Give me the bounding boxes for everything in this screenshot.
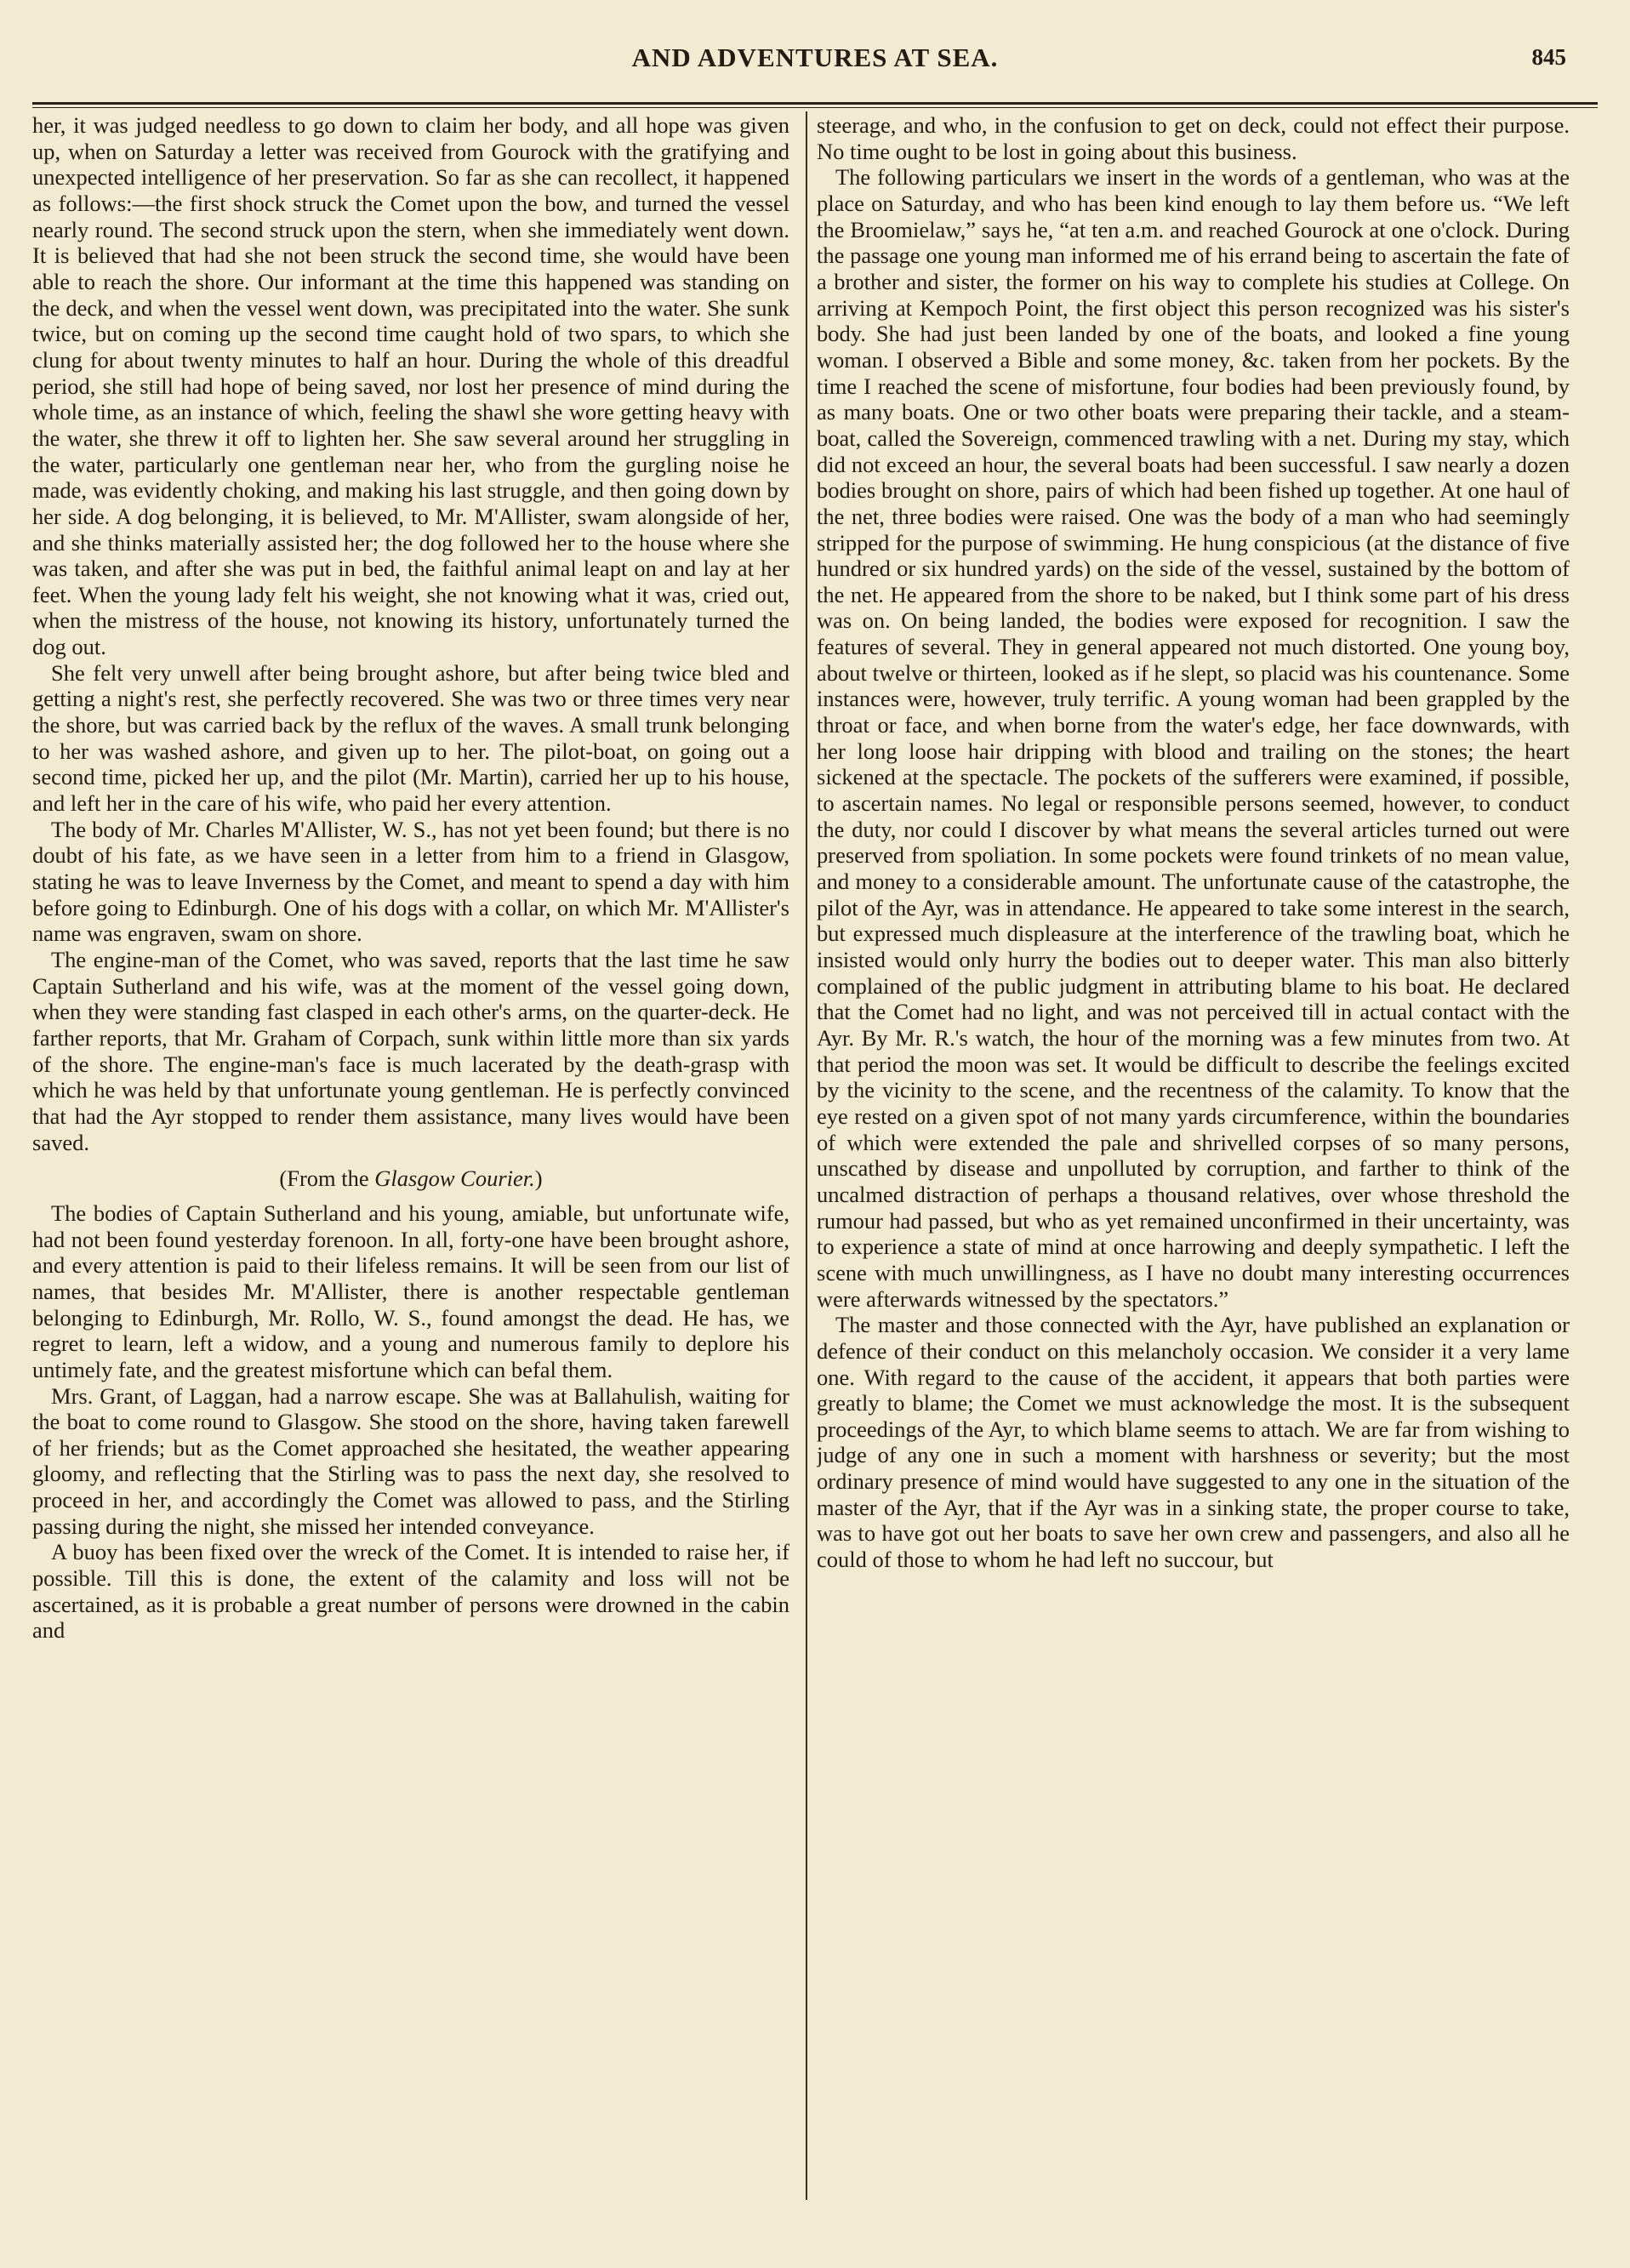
left-column	[32, 112, 789, 2188]
paragraph: Mrs. Grant, of Laggan, had a narrow escape. She was at Ballahulish, waiting for the boat to come round to Glasgow. She stood on the shore, having taken farewell of her friends; but as the Comet approached she hesitated, the weather appearing gloomy, and reflecting that the Stirling was to pass the next day, she resolved to proceed in her, and accordingly the Comet was allowed to pass, and the Stirling passing during the night, she missed her intended conveyance.	[32, 1382, 789, 1539]
source-publication: Glasgow Courier.	[374, 1165, 535, 1192]
source-suffix: )	[534, 1165, 543, 1192]
paragraph: The master and those connected with the Ayr, have published an explanation or defence of their conduct on this melancholy occasion. We consider it a very lame one. With regard to the cause of the accident, it appears that both parties were greatly to blame; the Comet we must acknowledge the most. It is the subsequent proceedings of the Ayr, to which blame seems to attach. We are far from wishing to judge of any one in such a moment with harshness or severity; but the most ordinary presence of mind would have suggested to any one in the situation of the master of the Ayr, that if the Ayr was in a sinking state, the proper course to take, was to have got out her boats to save her own crew and passengers, and also all he could of those to whom he had left no succour, but	[817, 1312, 1570, 1573]
header-rule-thin	[32, 107, 1598, 108]
running-title: AND ADVENTURES AT SEA.	[631, 43, 999, 72]
source-attribution	[32, 1165, 789, 1192]
page-number: 845	[1531, 44, 1566, 70]
paragraph: The engine-man of the Comet, who was saved, reports that the last time he saw Captain Sutherland and his wife, was at the moment of the vessel going down, when they were standing fast clasped in each other's arms, on the quarter-deck. He farther reports, that Mr. Graham of Corpach, sunk within little more than six yards of the shore. The engine-man's face is much lacerated by the death-grasp with which he was held by that unfortunate young gentleman. He is perfectly convinced that had the Ayr stopped to render them assistance, many lives would have been saved.	[32, 947, 789, 1155]
header-rule-thick	[32, 102, 1598, 105]
paragraph: She felt very unwell after being brought ashore, but after being twice bled and getting a night's rest, she perfectly recovered. She was two or three times very near the shore, but was carried back by the reflux of the waves. A small trunk belonging to her was washed ashore, and given up to her. The pilot-boat, on going out a second time, picked her up, and the pilot (Mr. Martin), carried her up to his house, and left her in the care of his wife, who paid her every attention.	[32, 659, 789, 817]
paragraph: The following particulars we insert in the words of a gentleman, who was at the place on Saturday, and who has been kind enough to lay them before us. “We left the Broomielaw,” says he, “at ten a.m. and reached Gourock at one o'clock. During the passage one young man informed me of his errand being to ascertain the fate of a brother and sister, the former on his way to complete his studies at College. On arriving at Kempoch Point, the first object this person recognized was his sister's body. She had just been landed by one of the boats, and looked a fine young woman. I observed a Bible and some money, &c. taken from her pockets. By the time I reached the scene of misfortune, four bodies had been previously found, by as many boats. One or two other boats were preparing their tackle, and a steam-boat, called the Sovereign, commenced trawling with a net. During my stay, which did not exceed an hour, the several boats had been successful. I saw nearly a dozen bodies brought on shore, pairs of which had been fished up together. At one haul of the net, three bodies were raised. One was the body of a man who had seemingly stripped for the purpose of swimming. He hung conspicious (at the distance of five hundred or six hundred yards) on the side of the vessel, sustained by the bottom of the net. He appeared from the shore to be naked, but I think some part of his dress was on. On being landed, the bodies were exposed for recognition. I saw the features of several. They in general appeared not much distorted. One young boy, about twelve or thirteen, looked as if he slept, so placid was his countenance. Some instances were, however, truly terrific. A young woman had been grappled by the throat or face, and when borne from the water's edge, her face downwards, with her long loose hair dripping with blood and trailing on the stones; the heart sickened at the spectacle. The pockets of the sufferers were examined, if possible, to ascertain names. No legal or responsible persons seemed, however, to conduct the duty, nor could I discover by what means the several articles turned out were preserved from spoliation. In some pockets were found trinkets of no mean value, and money to a considerable amount. The unfortunate cause of the catastrophe, the pilot of the Ayr, was in attendance. He appeared to take some interest in the search, but expressed much displeasure at the interference of the trawling boat, which he insisted would only hurry the bodies out to deeper water. This man also bitterly complained of the public judgment in attributing blame to his boat. He declared that the Comet had no light, and was not perceived till in actual contact with the Ayr. By Mr. R.'s watch, the hour of the morning was a few minutes from two. At that period the moon was set. It would be difficult to describe the feelings excited by the vicinity to the scene, and the recentness of the calamity. To know that the eye rested on a given spot of not many yards circumference, within the boundaries of which were extended the pale and shrivelled corpses of so many persons, unscathed by disease and unpolluted by corruption, and farther to think of the uncalmed distraction of perhaps a thousand relatives, over whose threshold the rumour had passed, but who as yet remained unconfirmed in their uncertainty, was to experience a state of mind at once harrowing and deeply sympathetic. I left the scene with much unwillingness, as I have no doubt many interesting occurrences were afterwards witnessed by the spectators.”	[817, 164, 1570, 1312]
source-prefix: (From the	[279, 1165, 375, 1192]
right-column	[817, 112, 1570, 2188]
paragraph: her, it was judged needless to go down to claim her body, and all hope was given up, when on Saturday a letter was received from Gourock with the gratifying and unexpected intelligence of her preservation. So far as she can recollect, it happened as follows:—the first shock struck the Comet upon the bow, and turned the vessel nearly round. The second struck upon the stern, when she immediately went down. It is believed that had she not been struck the second time, she would have been able to reach the shore. Our informant at the time this happened was standing on the deck, and when the vessel went down, was precipitated into the water. She sunk twice, but on coming up the second time caught hold of two spars, to which she clung for about twenty minutes to half an hour. During the whole of this dreadful period, she still had hope of being saved, nor lost her presence of mind during the whole time, as an instance of which, feeling the shawl she wore getting heavy with the water, she threw it off to lighten her. She saw several around her struggling in the water, particularly one gentleman near her, who from the gurgling noise he made, was evidently choking, and making his last struggle, and then going down by her side. A dog belonging, it is believed, to Mr. M'Allister, swam alongside of her, and she thinks materially assisted her; the dog followed her to the house where she was taken, and after she was put in bed, the faithful animal leapt on and lay at her feet. When the young lady felt his weight, she not knowing what it was, cried out, when the mistress of the house, not knowing its history, unfortunately turned the dog out.	[32, 112, 789, 660]
paragraph: The body of Mr. Charles M'Allister, W. S., has not yet been found; but there is no doubt of his fate, as we have seen in a letter from him to a friend in Glasgow, stating he was to leave Inverness by the Comet, and meant to spend a day with him before going to Edinburgh. One of his dogs with a collar, on which Mr. M'Allister's name was engraven, swam on shore.	[32, 816, 789, 947]
paragraph: The bodies of Captain Sutherland and his young, amiable, but unfortunate wife, had not been found yesterday forenoon. In all, forty-one have been brought ashore, and every attention is paid to their lifeless remains. It will be seen from our list of names, that besides Mr. M'Allister, there is another respectable gentleman belonging to Edinburgh, Mr. Rollo, W. S., found amongst the dead. He has, we regret to learn, left a widow, and a young and numerous family to deplore his untimely fate, and the greatest misfortune which can befal them.	[32, 1200, 789, 1382]
column-divider	[806, 111, 807, 2200]
paragraph: steerage, and who, in the confusion to get on deck, could not effect their purpose. No time ought to be lost in going about this business.	[817, 112, 1570, 164]
running-head	[0, 43, 1630, 85]
paragraph: A buoy has been fixed over the wreck of the Comet. It is intended to raise her, if possible. Till this is done, the extent of the calamity and loss will not be ascertained, as it is probable a great number of persons were drowned in the cabin and	[32, 1539, 789, 1644]
